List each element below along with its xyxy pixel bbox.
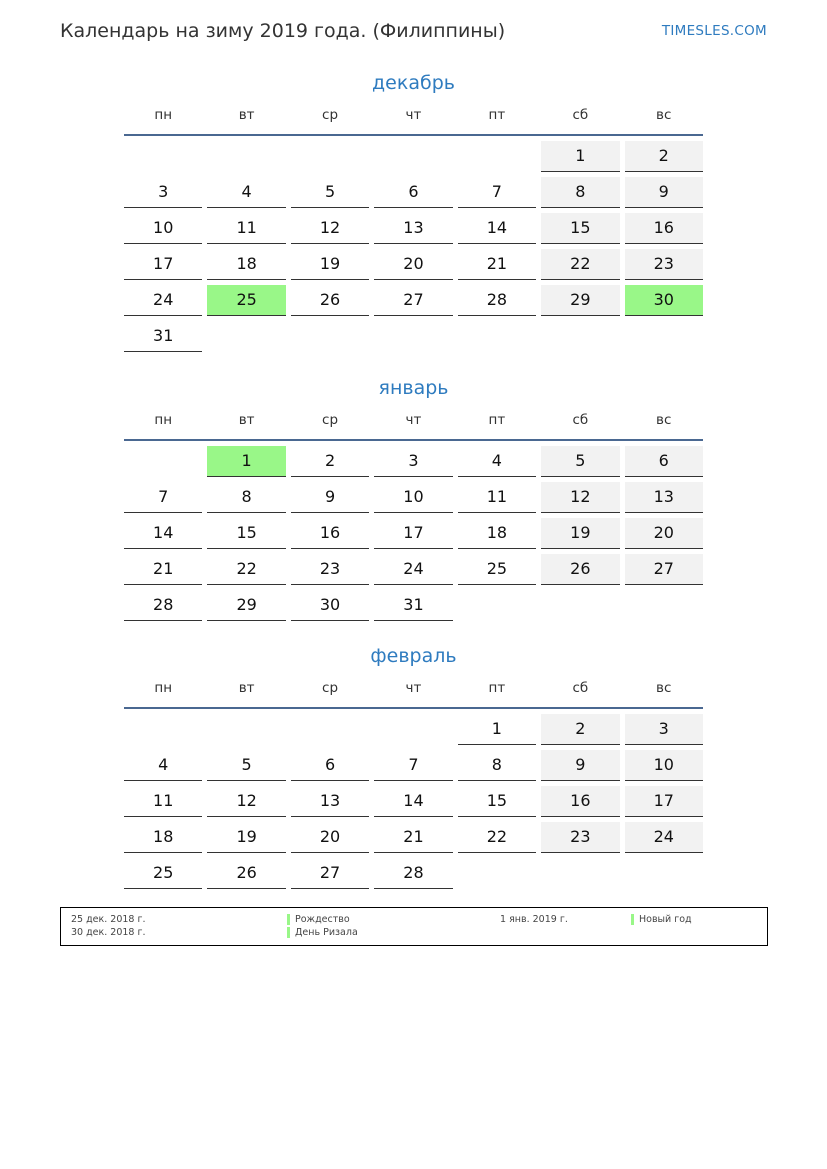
week-row bbox=[124, 714, 703, 745]
day-cell: 9 bbox=[541, 750, 619, 781]
legend-marker bbox=[287, 914, 290, 925]
week-row bbox=[124, 822, 703, 853]
day-cell: 4 bbox=[207, 177, 285, 208]
day-cell: 1 bbox=[458, 714, 536, 745]
day-cell: 22 bbox=[458, 822, 536, 853]
day-cell: 27 bbox=[374, 285, 452, 316]
legend-marker bbox=[631, 914, 634, 925]
day-cell: 11 bbox=[124, 786, 202, 817]
day-cell: 28 bbox=[374, 858, 452, 889]
day-cell: 6 bbox=[625, 446, 703, 477]
day-cell: 28 bbox=[124, 590, 202, 621]
day-cell: 29 bbox=[541, 285, 619, 316]
day-cell: 16 bbox=[541, 786, 619, 817]
day-cell: 18 bbox=[458, 518, 536, 549]
day-cell: 31 bbox=[374, 590, 452, 621]
empty-day-cell bbox=[458, 141, 536, 171]
weekday-label: пт bbox=[488, 412, 506, 428]
day-cell: 8 bbox=[541, 177, 619, 208]
header-divider bbox=[124, 134, 703, 136]
day-cell: 8 bbox=[458, 750, 536, 781]
day-cell: 8 bbox=[207, 482, 285, 513]
day-cell: 26 bbox=[541, 554, 619, 585]
empty-day-cell bbox=[625, 858, 703, 888]
empty-day-cell bbox=[374, 141, 452, 171]
legend-holiday-name: Новый год bbox=[639, 914, 692, 925]
week-row bbox=[124, 141, 703, 172]
weekday-label: пн bbox=[154, 412, 173, 428]
week-row bbox=[124, 786, 703, 817]
legend-date: 30 дек. 2018 г. bbox=[71, 927, 146, 938]
day-cell: 4 bbox=[124, 750, 202, 781]
day-cell: 15 bbox=[207, 518, 285, 549]
legend-holiday-name: Рождество bbox=[295, 914, 350, 925]
day-cell: 17 bbox=[374, 518, 452, 549]
day-cell: 2 bbox=[291, 446, 369, 477]
day-cell: 21 bbox=[374, 822, 452, 853]
day-cell: 5 bbox=[291, 177, 369, 208]
day-cell: 10 bbox=[124, 213, 202, 244]
week-row bbox=[124, 446, 703, 477]
weekday-label: ср bbox=[322, 412, 339, 428]
month-name: декабрь bbox=[372, 72, 455, 94]
day-cell: 16 bbox=[291, 518, 369, 549]
weekday-label: ср bbox=[322, 107, 339, 123]
empty-day-cell bbox=[374, 714, 452, 744]
day-cell: 2 bbox=[541, 714, 619, 745]
day-cell: 6 bbox=[291, 750, 369, 781]
holiday-day-cell: 25 bbox=[207, 285, 285, 316]
week-row bbox=[124, 213, 703, 244]
day-cell: 31 bbox=[124, 321, 202, 352]
weekday-label: ср bbox=[322, 680, 339, 696]
day-cell: 13 bbox=[374, 213, 452, 244]
day-cell: 5 bbox=[541, 446, 619, 477]
empty-day-cell bbox=[541, 321, 619, 351]
empty-day-cell bbox=[458, 590, 536, 620]
day-cell: 21 bbox=[458, 249, 536, 280]
day-cell: 24 bbox=[625, 822, 703, 853]
day-cell: 12 bbox=[207, 786, 285, 817]
month-name: январь bbox=[378, 377, 449, 399]
day-cell: 10 bbox=[625, 750, 703, 781]
day-cell: 15 bbox=[541, 213, 619, 244]
legend-marker bbox=[287, 927, 290, 938]
day-cell: 28 bbox=[458, 285, 536, 316]
holiday-legend bbox=[60, 907, 768, 946]
month-january bbox=[124, 375, 703, 626]
day-cell: 13 bbox=[291, 786, 369, 817]
weekday-header bbox=[124, 679, 703, 707]
empty-day-cell bbox=[458, 321, 536, 351]
day-cell: 22 bbox=[541, 249, 619, 280]
day-cell: 29 bbox=[207, 590, 285, 621]
day-cell: 9 bbox=[291, 482, 369, 513]
day-cell: 14 bbox=[374, 786, 452, 817]
day-cell: 13 bbox=[625, 482, 703, 513]
day-cell: 25 bbox=[124, 858, 202, 889]
day-cell: 19 bbox=[291, 249, 369, 280]
weekday-label: вс bbox=[656, 107, 672, 123]
weekday-label: пт bbox=[488, 107, 506, 123]
day-cell: 22 bbox=[207, 554, 285, 585]
day-cell: 2 bbox=[625, 141, 703, 172]
site-link[interactable]: TIMESLES.COM bbox=[661, 23, 767, 39]
empty-day-cell bbox=[124, 141, 202, 171]
day-cell: 19 bbox=[207, 822, 285, 853]
day-cell: 6 bbox=[374, 177, 452, 208]
week-row bbox=[124, 177, 703, 208]
empty-day-cell bbox=[541, 858, 619, 888]
day-cell: 11 bbox=[458, 482, 536, 513]
day-cell: 4 bbox=[458, 446, 536, 477]
empty-day-cell bbox=[207, 321, 285, 351]
week-row bbox=[124, 249, 703, 280]
weekday-header bbox=[124, 106, 703, 134]
week-row bbox=[124, 590, 703, 621]
day-cell: 23 bbox=[625, 249, 703, 280]
weekday-label: сб bbox=[572, 412, 589, 428]
day-cell: 7 bbox=[124, 482, 202, 513]
day-cell: 11 bbox=[207, 213, 285, 244]
day-cell: 1 bbox=[541, 141, 619, 172]
day-cell: 26 bbox=[207, 858, 285, 889]
day-cell: 3 bbox=[625, 714, 703, 745]
day-cell: 25 bbox=[458, 554, 536, 585]
weekday-label: чт bbox=[405, 680, 422, 696]
day-cell: 9 bbox=[625, 177, 703, 208]
day-cell: 10 bbox=[374, 482, 452, 513]
day-cell: 20 bbox=[625, 518, 703, 549]
day-cell: 16 bbox=[625, 213, 703, 244]
day-cell: 14 bbox=[458, 213, 536, 244]
day-cell: 19 bbox=[541, 518, 619, 549]
day-cell: 12 bbox=[291, 213, 369, 244]
day-cell: 18 bbox=[207, 249, 285, 280]
legend-date: 25 дек. 2018 г. bbox=[71, 914, 146, 925]
weekday-label: пн bbox=[154, 680, 173, 696]
weekday-label: чт bbox=[405, 107, 422, 123]
weekday-label: вт bbox=[238, 107, 255, 123]
holiday-day-cell: 30 bbox=[625, 285, 703, 316]
header-divider bbox=[124, 707, 703, 709]
day-cell: 12 bbox=[541, 482, 619, 513]
empty-day-cell bbox=[207, 714, 285, 744]
empty-day-cell bbox=[291, 321, 369, 351]
empty-day-cell bbox=[458, 858, 536, 888]
weekday-label: сб bbox=[572, 107, 589, 123]
day-cell: 20 bbox=[291, 822, 369, 853]
page-title: Календарь на зиму 2019 года. (Филиппины) bbox=[60, 20, 506, 42]
weekday-label: вт bbox=[238, 680, 255, 696]
day-cell: 7 bbox=[374, 750, 452, 781]
day-cell: 15 bbox=[458, 786, 536, 817]
day-cell: 26 bbox=[291, 285, 369, 316]
day-cell: 21 bbox=[124, 554, 202, 585]
day-cell: 24 bbox=[374, 554, 452, 585]
holiday-day-cell: 1 bbox=[207, 446, 285, 477]
week-row bbox=[124, 285, 703, 316]
day-cell: 3 bbox=[124, 177, 202, 208]
day-cell: 17 bbox=[625, 786, 703, 817]
day-cell: 27 bbox=[625, 554, 703, 585]
month-february bbox=[124, 643, 703, 894]
empty-day-cell bbox=[207, 141, 285, 171]
weekday-label: вс bbox=[656, 412, 672, 428]
weekday-header bbox=[124, 411, 703, 439]
weekday-label: пт bbox=[488, 680, 506, 696]
week-row bbox=[124, 321, 703, 352]
day-cell: 17 bbox=[124, 249, 202, 280]
empty-day-cell bbox=[541, 590, 619, 620]
day-cell: 23 bbox=[291, 554, 369, 585]
day-cell: 23 bbox=[541, 822, 619, 853]
week-row bbox=[124, 858, 703, 889]
weekday-label: чт bbox=[405, 412, 422, 428]
weekday-label: вт bbox=[238, 412, 255, 428]
empty-day-cell bbox=[124, 446, 202, 476]
day-cell: 18 bbox=[124, 822, 202, 853]
month-name: февраль bbox=[370, 645, 457, 667]
weekday-label: пн bbox=[154, 107, 173, 123]
empty-day-cell bbox=[291, 714, 369, 744]
day-cell: 5 bbox=[207, 750, 285, 781]
week-row bbox=[124, 554, 703, 585]
week-row bbox=[124, 750, 703, 781]
empty-day-cell bbox=[291, 141, 369, 171]
day-cell: 24 bbox=[124, 285, 202, 316]
header-divider bbox=[124, 439, 703, 441]
weekday-label: вс bbox=[656, 680, 672, 696]
weekday-label: сб bbox=[572, 680, 589, 696]
day-cell: 30 bbox=[291, 590, 369, 621]
week-row bbox=[124, 518, 703, 549]
empty-day-cell bbox=[374, 321, 452, 351]
legend-holiday-name: День Ризала bbox=[295, 927, 358, 938]
empty-day-cell bbox=[625, 321, 703, 351]
legend-date: 1 янв. 2019 г. bbox=[500, 914, 568, 925]
day-cell: 14 bbox=[124, 518, 202, 549]
day-cell: 3 bbox=[374, 446, 452, 477]
week-row bbox=[124, 482, 703, 513]
day-cell: 20 bbox=[374, 249, 452, 280]
empty-day-cell bbox=[124, 714, 202, 744]
day-cell: 27 bbox=[291, 858, 369, 889]
day-cell: 7 bbox=[458, 177, 536, 208]
month-december bbox=[124, 70, 703, 357]
empty-day-cell bbox=[625, 590, 703, 620]
